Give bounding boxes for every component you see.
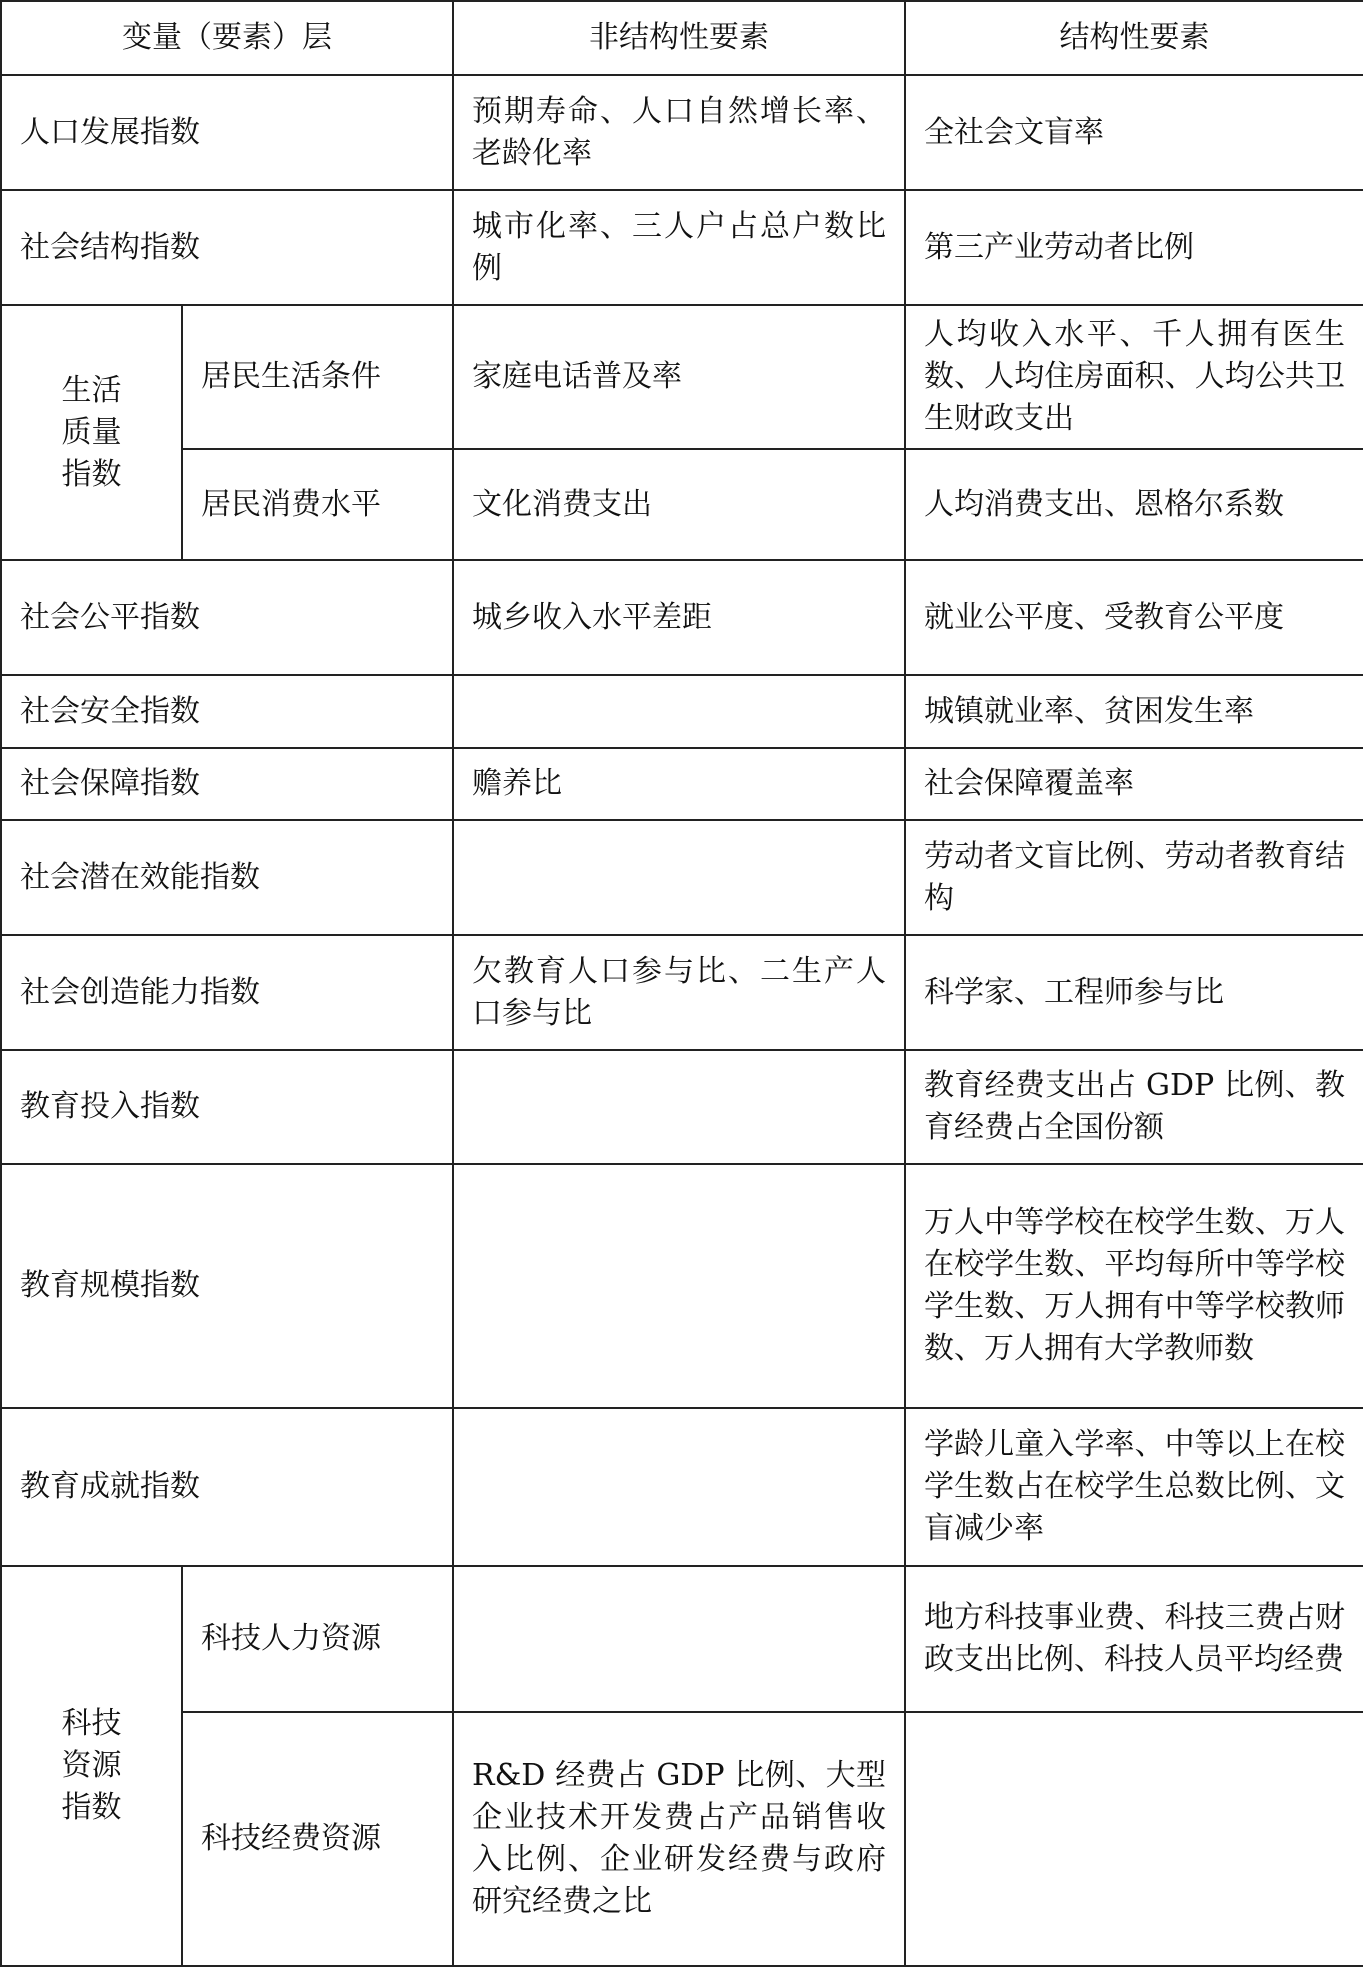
non-structural-cell [453,1566,905,1712]
row-name: 教育成就指数 [1,1408,453,1566]
row-name: 社会潜在效能指数 [1,820,453,935]
table-row [1,305,1363,449]
header-row [1,1,1363,75]
structural-cell: 人均消费支出、恩格尔系数 [905,449,1363,560]
non-structural-cell: 预期寿命、人口自然增长率、老龄化率 [453,75,905,190]
non-structural-cell [453,820,905,935]
table-row [1,190,1363,305]
group-label-line: 质量 [61,414,122,450]
non-structural-cell: 文化消费支出 [453,449,905,560]
non-structural-cell: 欠教育人口参与比、二生产人口参与比 [453,935,905,1050]
structural-cell: 第三产业劳动者比例 [905,190,1363,305]
table-row [1,820,1363,935]
structural-cell: 城镇就业率、贫困发生率 [905,675,1363,748]
sub-row-name: 居民生活条件 [182,305,453,449]
structural-cell: 地方科技事业费、科技三费占财政支出比例、科技人员平均经费 [905,1566,1363,1712]
sub-row-name: 科技人力资源 [182,1566,453,1712]
table-row [1,75,1363,190]
table-row [1,1566,1363,1712]
group-label-line: 指数 [61,1790,122,1825]
table-row [1,1712,1363,1966]
header-non-structural: 非结构性要素 [453,1,905,75]
row-name: 社会公平指数 [1,560,453,675]
structural-cell [905,1712,1363,1966]
row-name: 教育规模指数 [1,1164,453,1408]
sub-row-name: 居民消费水平 [182,449,453,560]
non-structural-cell: 赡养比 [453,748,905,820]
structural-cell: 万人中等学校在校学生数、万人在校学生数、平均每所中等学校学生数、万人拥有中等学校教师数、万人拥有大学教师数 [905,1164,1363,1408]
group-label-line: 资源 [61,1748,122,1783]
non-structural-cell: R&D 经费占 GDP 比例、大型企业技术开发费占产品销售收入比例、企业研发经费与政府研究经费之比 [453,1712,905,1966]
non-structural-cell: 城市化率、三人户占总户数比例 [453,190,905,305]
table-row [1,675,1363,748]
structural-cell: 学龄儿童入学率、中等以上在校学生数占在校学生总数比例、文盲减少率 [905,1408,1363,1566]
table-row [1,748,1363,820]
structural-cell: 劳动者文盲比例、劳动者教育结构 [905,820,1363,935]
row-name: 人口发展指数 [1,75,453,190]
group-label-line: 指数 [61,456,122,492]
row-name: 教育投入指数 [1,1050,453,1164]
non-structural-cell [453,1408,905,1566]
sub-row-name: 科技经费资源 [182,1712,453,1966]
structural-cell: 科学家、工程师参与比 [905,935,1363,1050]
structural-cell: 就业公平度、受教育公平度 [905,560,1363,675]
group-cell-life-quality [1,305,182,560]
row-name: 社会保障指数 [1,748,453,820]
non-structural-cell [453,675,905,748]
group-label-line: 科技 [61,1706,122,1741]
table-row [1,1164,1363,1408]
structural-cell: 教育经费支出占 GDP 比例、教育经费占全国份额 [905,1050,1363,1164]
structural-cell: 社会保障覆盖率 [905,748,1363,820]
non-structural-cell [453,1050,905,1164]
header-layer: 变量（要素）层 [1,1,453,75]
table-row [1,449,1363,560]
non-structural-cell: 城乡收入水平差距 [453,560,905,675]
structural-cell: 全社会文盲率 [905,75,1363,190]
non-structural-cell [453,1164,905,1408]
row-name: 社会创造能力指数 [1,935,453,1050]
table-row [1,560,1363,675]
group-cell-tech [1,1566,182,1966]
table-row [1,1408,1363,1566]
header-structural: 结构性要素 [905,1,1363,75]
non-structural-cell: 家庭电话普及率 [453,305,905,449]
table-row [1,935,1363,1050]
table-row [1,1050,1363,1164]
row-name: 社会结构指数 [1,190,453,305]
structural-cell: 人均收入水平、千人拥有医生数、人均住房面积、人均公共卫生财政支出 [905,305,1363,449]
row-name: 社会安全指数 [1,675,453,748]
group-label-line: 生活 [61,372,122,408]
